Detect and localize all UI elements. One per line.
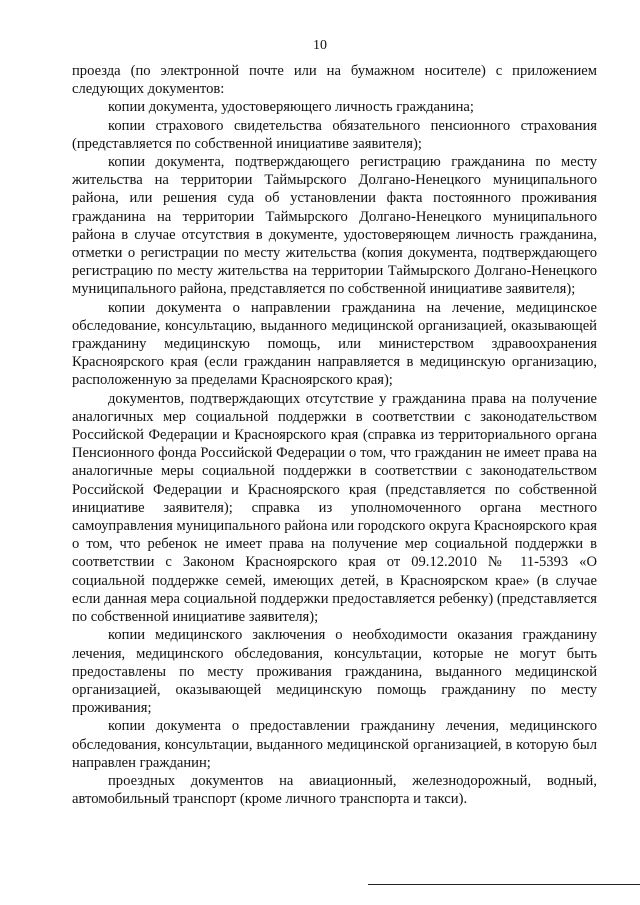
paragraph: копии медицинского заключения о необходимости оказания гражданину лечения, медицинского обследования, консультации, которые не могут быть предоставлены по месту проживания гражданина, выданного медицинской организацией, оказывающей медицинскую помощь гражданину по месту проживания; [72,627,597,717]
paragraph-intro: проезда (по электронной почте или на бумажном носителе) с приложением следующих документов: [72,63,597,98]
paragraph: копии документа о направлении гражданина на лечение, медицинское обследование, консультацию, выданного медицинской организацией, оказывающей гражданину медицинскую помощь, или министерством здравоохранения Красноярского края (если гражданин направляется в медицинскую организацию, расположенную за пределами Красноярского края); [72,299,597,389]
document-body [72,62,597,808]
paragraph: проездных документов на авиационный, железнодорожный, водный, автомобильный транспорт (кроме личного транспорта и такси). [72,772,597,808]
footer-divider [368,884,640,885]
paragraph: документов, подтверждающих отсутствие у гражданина права на получение аналогичных мер социальной поддержки в соответствии с законодательством Российской Федерации и Красноярского края (справка из территориального органа Пенсионного фонда Российской Федерации о том, что гражданин не имеет права на аналогичные меры социальной поддержки в соответствии с законодательством Российской Федерации и Красноярского края (представляется по собственной инициативе заявителя); справка из уполномоченного органа местного самоуправления муниципального района или городского округа Красноярского края о том, что ребенок не имеет права на получение мер социальной поддержки в соответствии с Законом Красноярского края от 09.12.2010 № 11-5393 «О социальной поддержке семей, имеющих детей, в Красноярском крае» (в случае если данная мера социальной поддержки предоставляется ребенку) (представляется по собственной инициативе заявителя); [72,390,597,626]
paragraph: копии страхового свидетельства обязательного пенсионного страхования (представляется по собственной инициативе заявителя); [72,117,597,152]
paragraph: копии документа, удостоверяющего личность гражданина; [108,99,474,116]
paragraph: копии документа, подтверждающего регистрацию гражданина по месту жительства на территории Таймырского Долгано-Ненецкого муниципального района, или решения суда об установлении факта постоянного проживания гражданина на территории Таймырского Долгано-Ненецкого муниципального района в случае отсутствия в документе, удостоверяющем личность гражданина, отметки о регистрации по месту жительства (копия документа, подтверждающего регистрацию по месту жительства на территории Таймырского Долгано-Ненецкого муниципального района, представляется по собственной инициативе заявителя); [72,154,597,298]
paragraph: копии документа о предоставлении гражданину лечения, медицинского обследования, консультации, выданного медицинской организацией, в которую был направлен гражданин; [72,718,597,771]
page-number: 10 [313,38,327,53]
